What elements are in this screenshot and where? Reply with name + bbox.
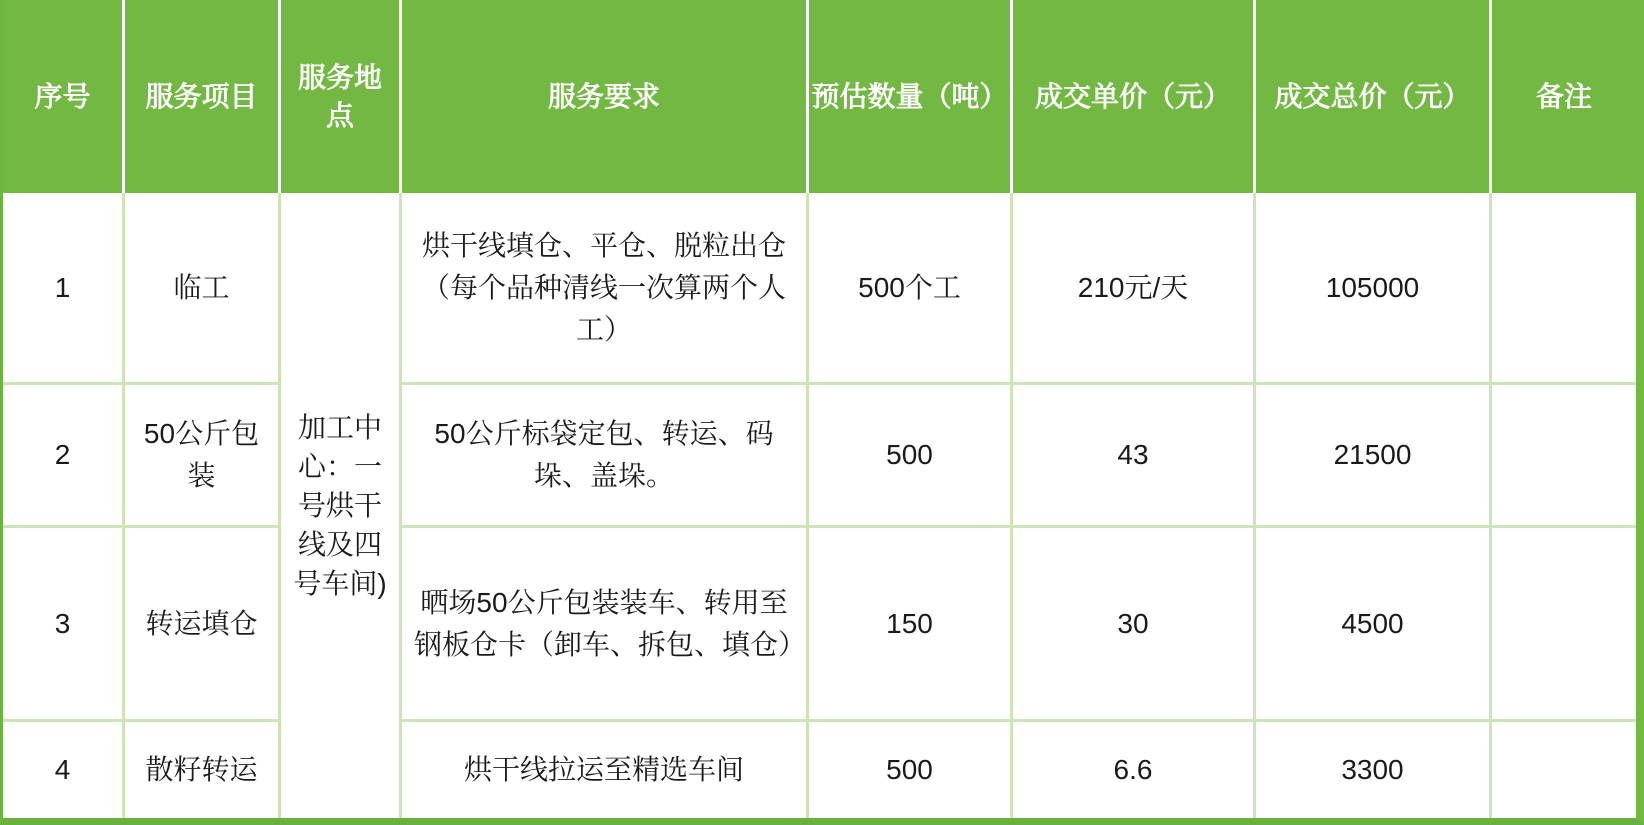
cell-service-item: 转运填仓 <box>125 528 281 722</box>
cell-serial: 4 <box>3 722 125 818</box>
col-header-service-item: 服务项目 <box>125 0 281 193</box>
col-header-total-price: 成交总价（元） <box>1256 0 1492 193</box>
cell-remark <box>1492 722 1636 818</box>
cell-service-item: 临工 <box>125 193 281 385</box>
cell-total-price: 21500 <box>1256 385 1492 528</box>
cell-service-item: 50公斤包装 <box>125 385 281 528</box>
cell-quantity: 500 <box>809 385 1013 528</box>
cell-quantity: 150 <box>809 528 1013 722</box>
cell-remark <box>1492 528 1636 722</box>
cell-remark <box>1492 193 1636 385</box>
cell-requirement: 50公斤标袋定包、转运、码垛、盖垛。 <box>402 385 809 528</box>
table-row <box>3 193 1636 385</box>
cell-remark <box>1492 385 1636 528</box>
cell-serial: 1 <box>3 193 125 385</box>
cell-requirement: 烘干线填仓、平仓、脱粒出仓（每个品种清线一次算两个人工） <box>402 193 809 385</box>
cell-unit-price: 210元/天 <box>1013 193 1256 385</box>
cell-total-price: 105000 <box>1256 193 1492 385</box>
table-row <box>3 385 1636 528</box>
cell-requirement: 烘干线拉运至精选车间 <box>402 722 809 818</box>
table-row <box>3 722 1636 818</box>
cell-unit-price: 6.6 <box>1013 722 1256 818</box>
service-price-table <box>3 0 1636 818</box>
col-header-requirements: 服务要求 <box>402 0 809 193</box>
cell-location-merged: 加工中心：一号烘干线及四号车间) <box>281 193 402 818</box>
cell-unit-price: 30 <box>1013 528 1256 722</box>
header-row <box>3 0 1636 193</box>
col-header-unit-price: 成交单价（元） <box>1013 0 1256 193</box>
cell-serial: 3 <box>3 528 125 722</box>
col-header-quantity: 预估数量（吨） <box>809 0 1013 193</box>
cell-unit-price: 43 <box>1013 385 1256 528</box>
col-header-remarks: 备注 <box>1492 0 1636 193</box>
cell-total-price: 3300 <box>1256 722 1492 818</box>
col-header-location: 服务地点 <box>281 0 402 193</box>
cell-requirement: 晒场50公斤包装装车、转用至钢板仓卡（卸车、拆包、填仓） <box>402 528 809 722</box>
col-header-serial: 序号 <box>3 0 125 193</box>
cell-quantity: 500 <box>809 722 1013 818</box>
cell-quantity: 500个工 <box>809 193 1013 385</box>
table-row <box>3 528 1636 722</box>
cell-serial: 2 <box>3 385 125 528</box>
cell-service-item: 散籽转运 <box>125 722 281 818</box>
cell-total-price: 4500 <box>1256 528 1492 722</box>
